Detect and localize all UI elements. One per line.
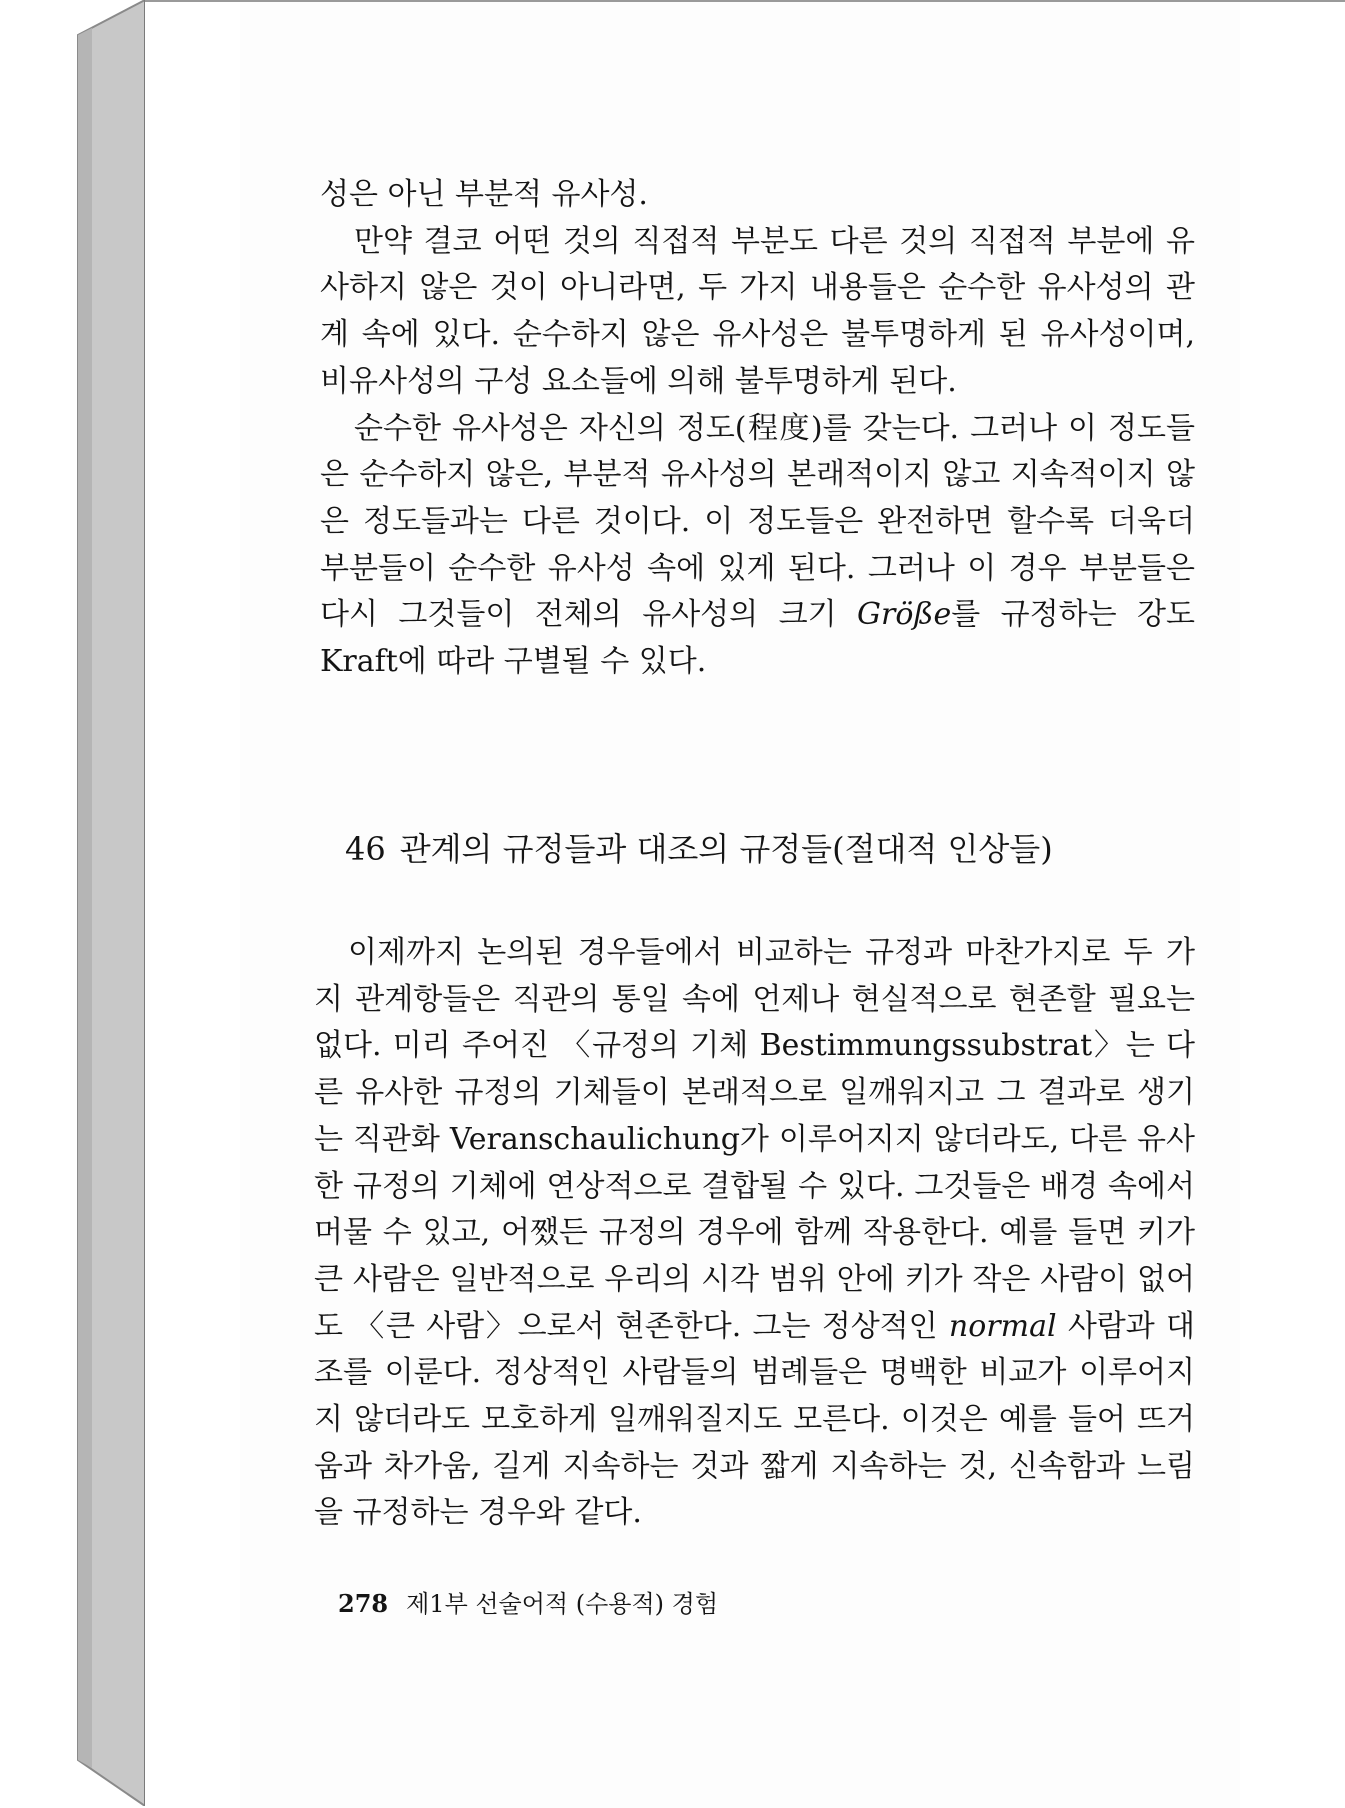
paragraph [314,930,1195,1537]
italic-term: Größe [857,597,952,633]
bottom-text-block [314,930,1195,1537]
page-number: 278 [338,1589,389,1618]
italic-term: normal [948,1308,1057,1344]
page-footer [338,1586,718,1622]
paragraph: 성은 아닌 부분적 유사성. [320,177,648,212]
paragraph-text: 를 규정하는 강도 Kraft에 따라 구별될 수 있다. [320,597,1195,680]
top-text-block [320,172,1195,686]
section-number: 46 [345,830,386,868]
paragraph-text: 사람과 대조를 이룬다. 정상적인 사람들의 범례들은 명백한 비교가 이루어지지 않더라도 모호하게 일깨워질지도 모른다. 이것은 예를 들어 뜨거움과 차가움, 길게 지속하는 것과 짧게 지속하는 것, 신속함과 느림을 규정하는 경우와 같다. [314,1308,1195,1531]
paragraph [320,406,1195,686]
paragraph-text: 이제까지 논의된 경우들에서 비교하는 규정과 마찬가지로 두 가지 관계항들은 직관의 통일 속에 언제나 현실적으로 현존할 필요는 없다. 미리 주어진 〈규정의 기체 Bestimmungssubstrat〉는 다른 유사한 규정의 기체들이 본래적으로 일깨워지고 그 결과로 생기는 직관화 Veranschaulichung가 이루어지지 않더라도, 다른 유사한 규정의 기체에 연상적으로 결합될 수 있다. 그것들은 배경 속에서 머물 수 있고, 어쨌든 규정의 경우에 함께 작용한다. 예를 들면 키가 큰 사람은 일반적으로 우리의 시각 범위 안에 키가 작은 사람이 없어도 〈큰 사람〉으로서 현존한다. 그는 정상적인 [314,935,1195,1344]
section-heading [345,825,1245,873]
section-title: 관계의 규정들과 대조의 규정들(절대적 인상들) [399,830,1053,868]
paragraph: 만약 결코 어떤 것의 직접적 부분도 다른 것의 직접적 부분에 유사하지 않은 것이 아니라면, 두 가지 내용들은 순수한 유사성의 관계 속에 있다. 순수하지 않은 유사성은 불투명하게 된 유사성이며, 비유사성의 구성 요소들에 의해 불투명하게 된다. [320,223,1195,399]
paragraph-text: 순수한 유사성은 자신의 정도(程度)를 갖는다. 그러나 이 정도들은 순수하지 않은, 부분적 유사성의 본래적이지 않고 지속적이지 않은 정도들과는 다른 것이다. 이 정도들은 완전하면 할수록 더욱더 부분들이 순수한 유사성 속에 있게 된다. 그러나 이 경우 부분들은 다시 그것들이 전체의 유사성의 크기 [320,410,1195,633]
book-spine-shade [78,28,92,1768]
running-title: 제1부 선술어적 (수용적) 경험 [406,1590,719,1618]
